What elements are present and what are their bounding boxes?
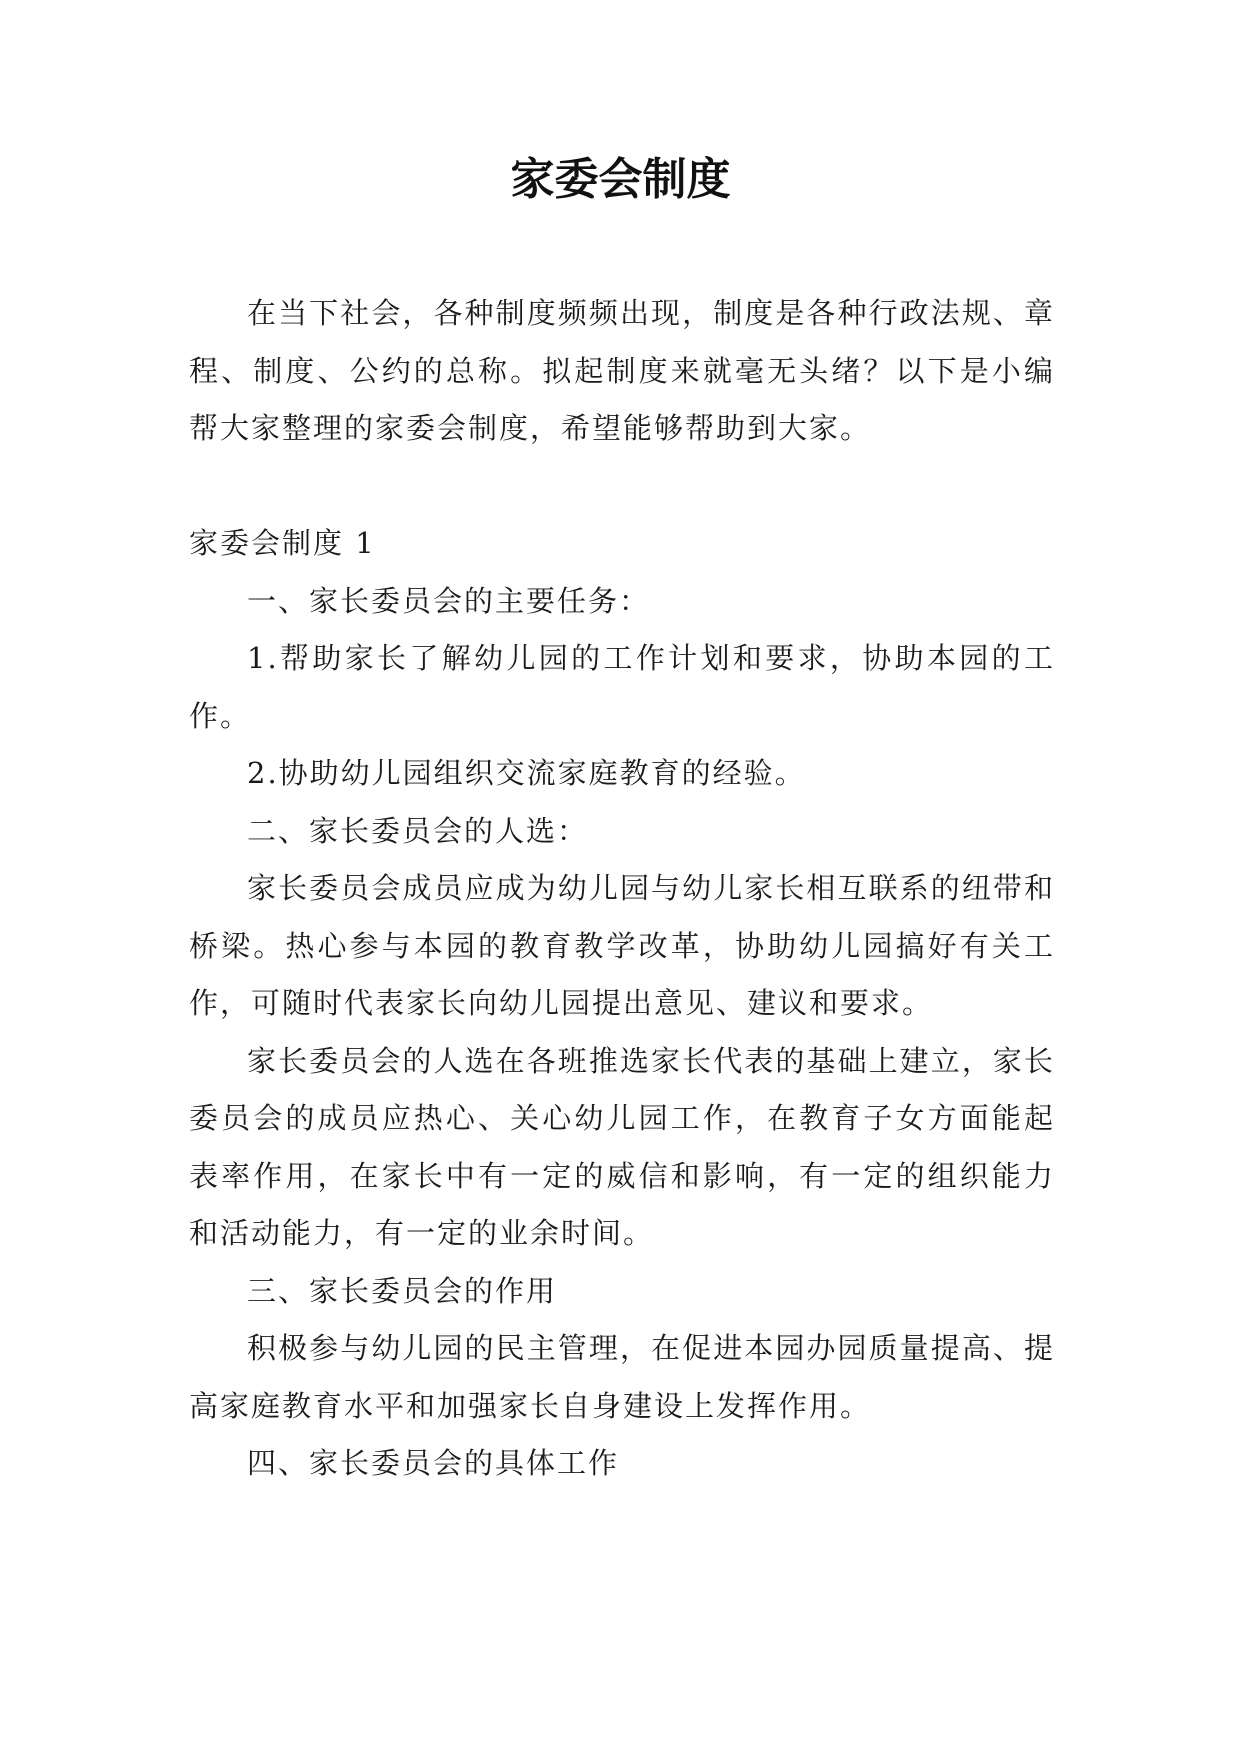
members-paragraph-2: 家长委员会的人选在各班推选家长代表的基础上建立，家长委员会的成员应热心、关心幼儿园工作，在教育子女方面能起表率作用，在家长中有一定的威信和影响，有一定的组织能力和活动能力，有一定的业余时间。: [189, 1043, 1055, 1250]
section-heading: 家委会制度 1: [189, 526, 376, 560]
role-paragraph: 积极参与幼儿园的民主管理，在促进本园办园质量提高、提高家庭教育水平和加强家长自身建设上发挥作用。: [189, 1331, 1055, 1423]
intro-paragraph: 在当下社会，各种制度频频出现，制度是各种行政法规、章程、制度、公约的总称。拟起制度来就毫无头绪？以下是小编帮大家整理的家委会制度，希望能够帮助到大家。: [189, 296, 1055, 445]
heading-role: 三、家长委员会的作用: [247, 1273, 558, 1308]
document-title: 家委会制度: [510, 154, 731, 205]
heading-members: 二、家长委员会的人选：: [247, 813, 589, 848]
task-item-1: 1.帮助家长了解幼儿园的工作计划和要求，协助本园的工作。: [189, 641, 1055, 733]
heading-specific-work: 四、家长委员会的具体工作: [247, 1446, 620, 1480]
task-item-2: 2.协助幼儿园组织交流家庭教育的经验。: [247, 756, 806, 790]
document-body: [189, 285, 1055, 1493]
heading-tasks: 一、家长委员会的主要任务：: [247, 583, 651, 618]
members-paragraph-1: 家长委员会成员应成为幼儿园与幼儿家长相互联系的纽带和桥梁。热心参与本园的教育教学改革，协助幼儿园搞好有关工作，可随时代表家长向幼儿园提出意见、建议和要求。: [189, 871, 1055, 1020]
